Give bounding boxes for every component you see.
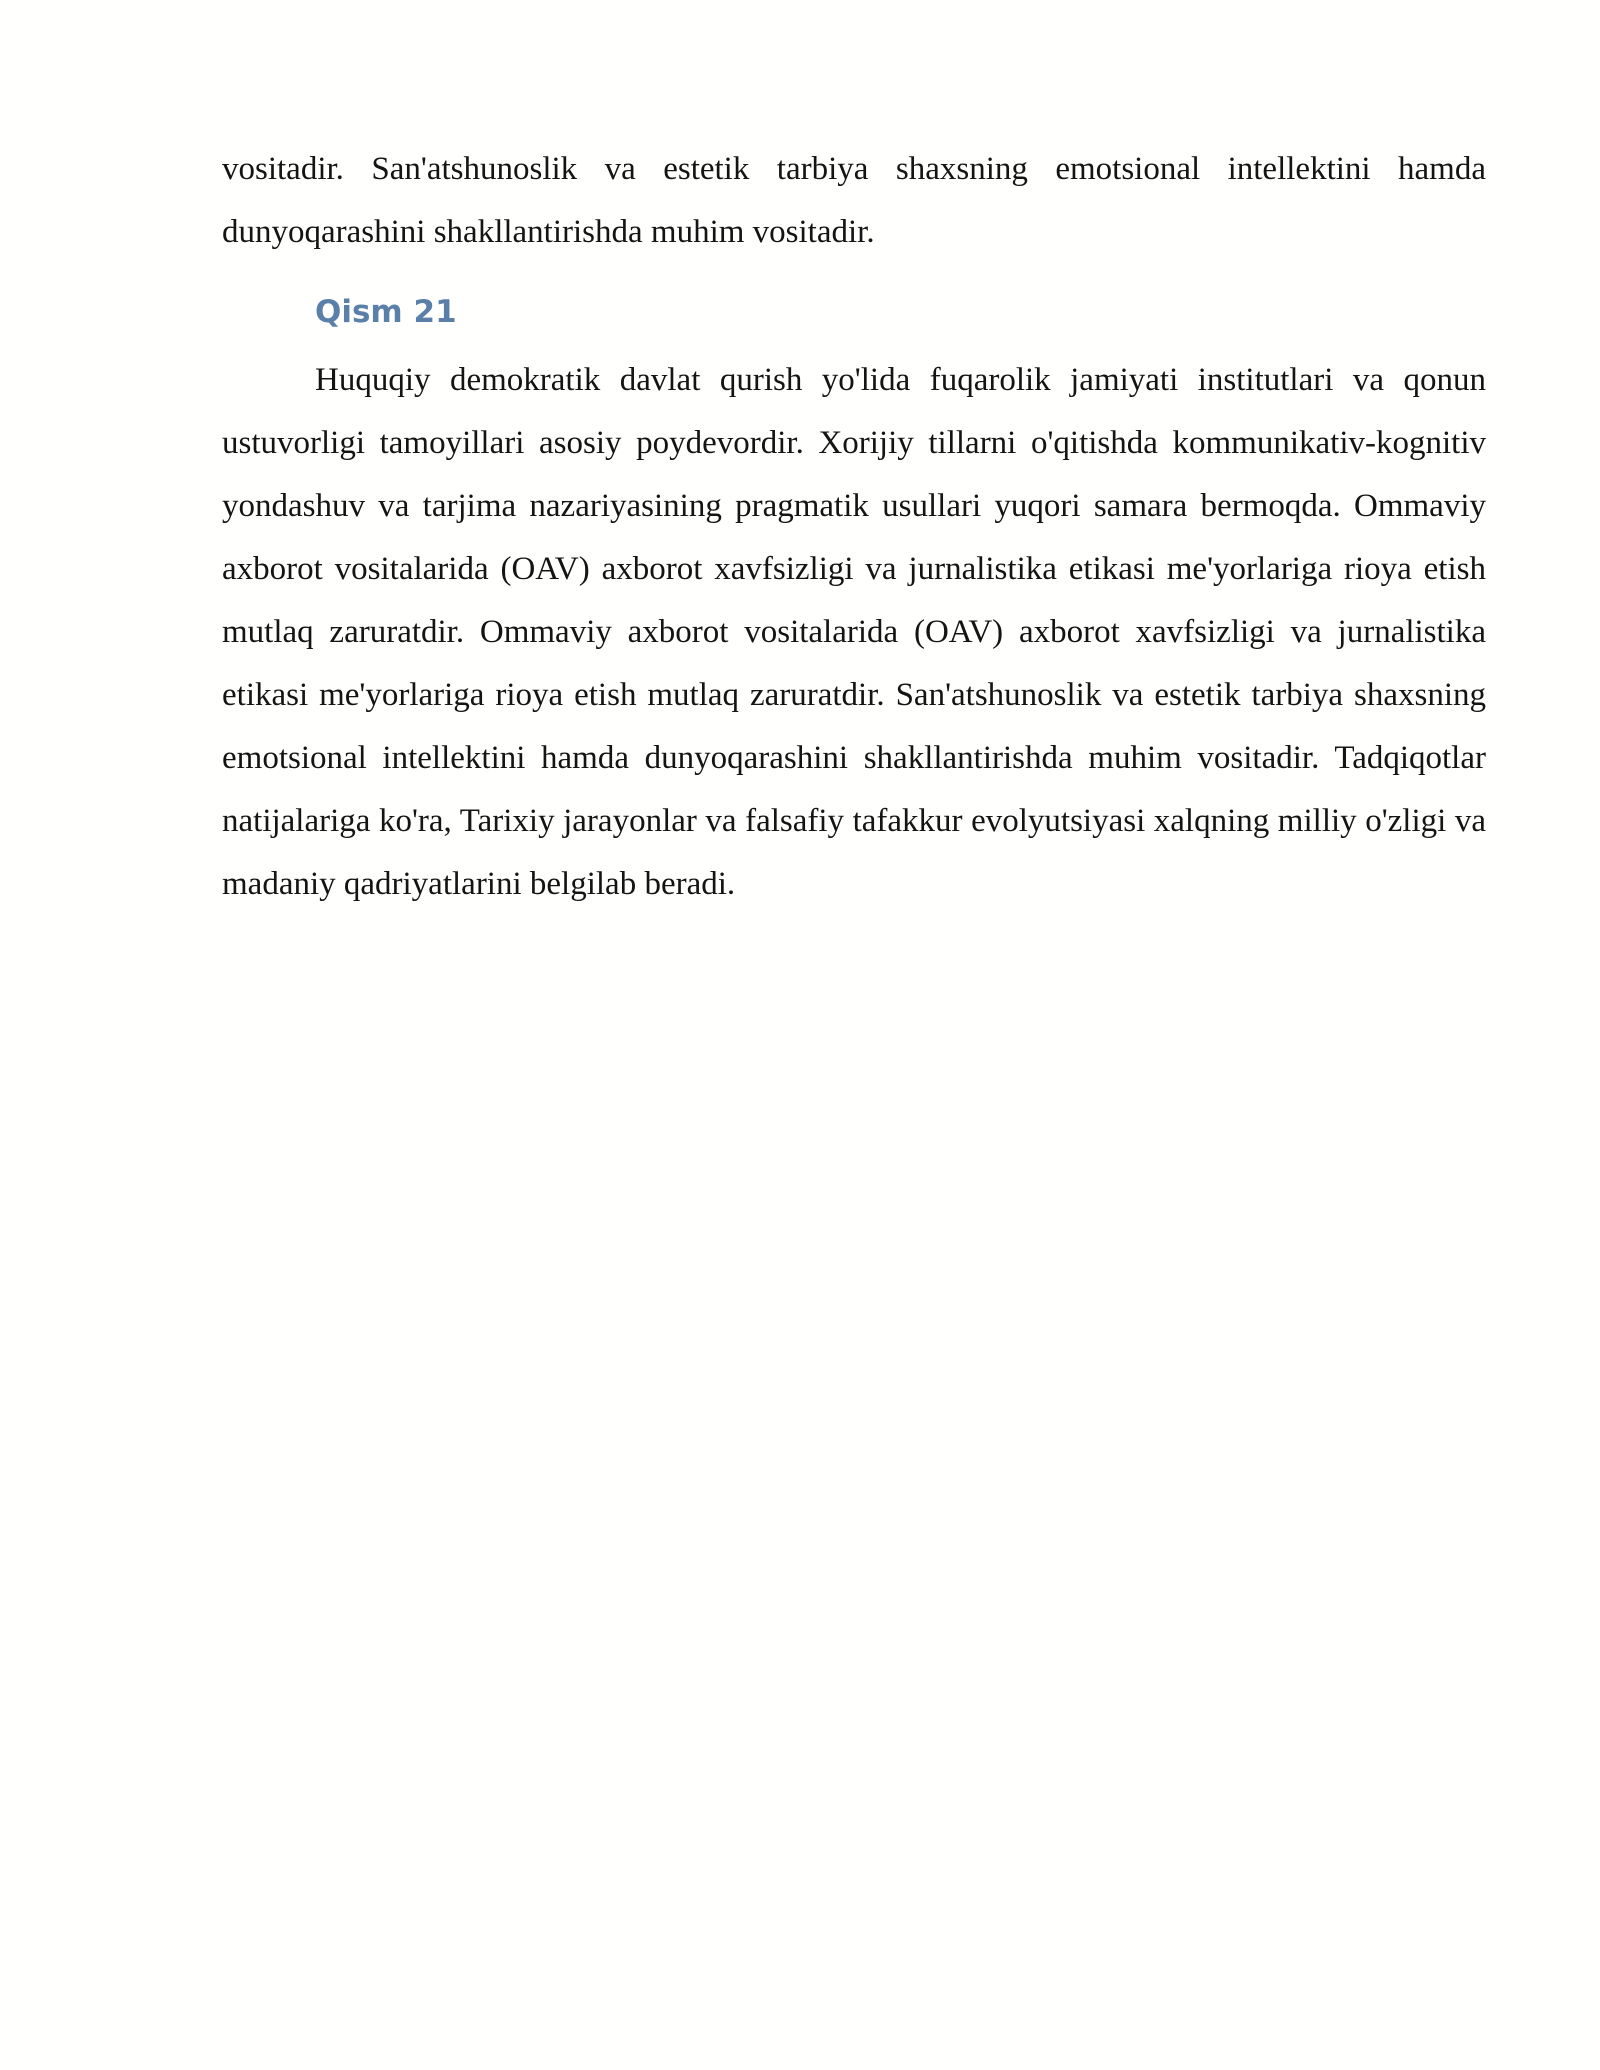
body-paragraph: Huquqiy demokratik davlat qurish yo'lida fuqarolik jamiyati institutlari va qonun ustuvorligi tamoyillari asosiy poydevordir. Xorijiy tillarni o'qitishda kommunikativ-kognitiv yondashuv va tarjima nazariyasining pragmatik usullari yuqori samara bermoqda. Ommaviy axborot vositalarida (OAV) axborot xavfsizligi va jurnalistika etikasi me'yorlariga rioya etish mutlaq zaruratdir. Ommaviy axborot vositalarida (OAV) axborot xavfsizligi va jurnalistika etikasi me'yorlariga rioya etish mutlaq zaruratdir. San'atshunoslik va estetik tarbiya shaxsning emotsional intellektini hamda dunyoqarashini shakllantirishda muhim vositadir. Tadqiqotlar natijalariga ko'ra, Tarixiy jarayonlar va falsafiy tafakkur evolyutsiyasi xalqning milliy o'zligi va madaniy qadriyatlarini belgilab beradi. (222, 362, 1486, 902)
page-content (222, 138, 1486, 916)
continuation-paragraph: vositadir. San'atshunoslik va estetik tarbiya shaxsning emotsional intellektini hamda dunyoqarashini shakllantirishda muhim vositadir. (222, 151, 1486, 250)
section-heading: Qism 21 (315, 294, 457, 330)
